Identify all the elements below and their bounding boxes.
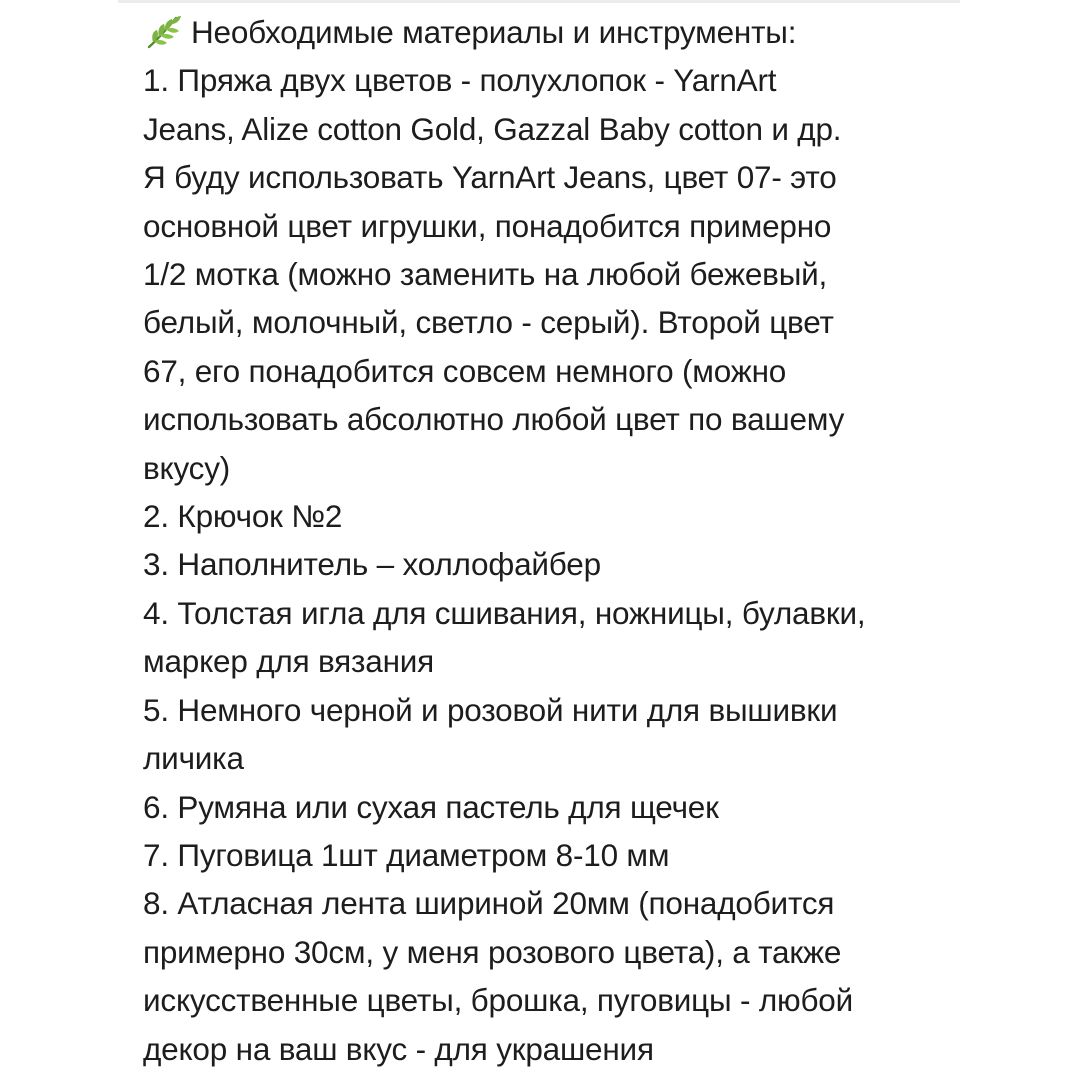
herb-leaf-icon bbox=[143, 14, 183, 50]
text-line: 8. Атласная лента шириной 20мм (понадобится bbox=[143, 885, 835, 922]
text-line: 3. Наполнитель – холлофайбер bbox=[143, 546, 601, 583]
text-line: белый, молочный, светло - серый). Второй цвет bbox=[143, 304, 834, 341]
materials-heading bbox=[143, 8, 1063, 56]
text-line: декор на ваш вкус - для украшения bbox=[143, 1030, 654, 1067]
text-line: искусственные цветы, брошка, пуговицы - любой bbox=[143, 982, 854, 1019]
text-line: личика bbox=[143, 740, 244, 777]
text-line: 2. Крючок №2 bbox=[143, 498, 343, 535]
materials-text-block bbox=[143, 8, 1063, 1073]
text-line: основной цвет игрушки, понадобится примерно bbox=[143, 207, 832, 244]
text-line: 1/2 мотка (можно заменить на любой бежевый, bbox=[143, 256, 828, 293]
text-line: 7. Пуговица 1шт диаметром 8-10 мм bbox=[143, 836, 670, 873]
text-line: 6. Румяна или сухая пастель для щечек bbox=[143, 788, 719, 825]
text-line: использовать абсолютно любой цвет по вашему bbox=[143, 401, 845, 438]
text-line: примерно 30см, у меня розового цвета), а также bbox=[143, 933, 842, 970]
materials-heading-text: Необходимые материалы и инструменты: bbox=[191, 14, 797, 50]
text-line: Jeans, Alize cotton Gold, Gazzal Baby cotton и др. bbox=[143, 110, 842, 147]
text-line: 4. Толстая игла для сшивания, ножницы, булавки, bbox=[143, 594, 866, 631]
text-line: маркер для вязания bbox=[143, 643, 435, 680]
text-line: Я буду использовать YarnArt Jeans, цвет 07- это bbox=[143, 159, 837, 196]
text-line: 67, его понадобится совсем немного (можно bbox=[143, 352, 787, 389]
text-line: вкусу) bbox=[143, 449, 231, 486]
text-line: 5. Немного черной и розовой нити для вышивки bbox=[143, 691, 838, 728]
top-divider bbox=[118, 0, 960, 3]
text-line: 1. Пряжа двух цветов - полухлопок - YarnArt bbox=[143, 62, 777, 99]
